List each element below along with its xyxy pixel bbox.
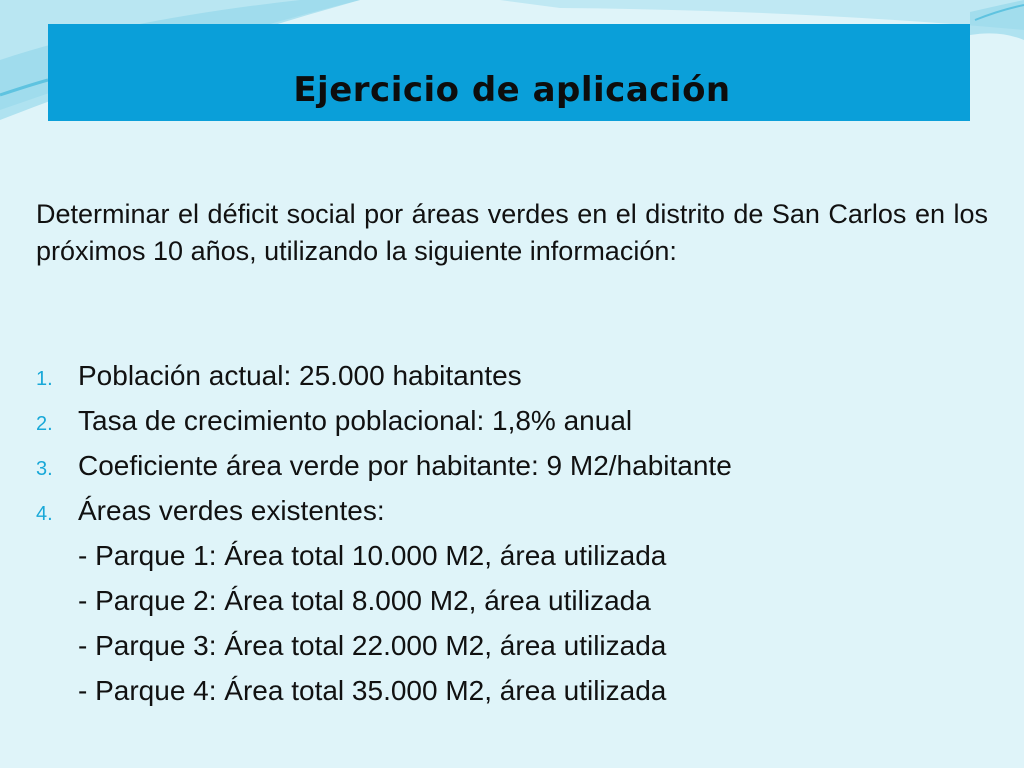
list-text: Tasa de crecimiento poblacional: 1,8% anual xyxy=(78,405,633,436)
list-item xyxy=(36,450,986,495)
list-number: 3. xyxy=(36,458,53,480)
list-item xyxy=(36,360,986,405)
park-line: - Parque 1: Área total 10.000 M2, área utilizada xyxy=(78,540,667,571)
slide-title: Ejercicio de aplicación xyxy=(293,70,731,110)
list-text: Áreas verdes existentes: xyxy=(78,495,385,526)
intro-paragraph: Determinar el déficit social por áreas verdes en el distrito de San Carlos en los próximos 10 años, utilizando la siguiente información: xyxy=(36,199,988,266)
list-item xyxy=(36,495,986,540)
park-line: - Parque 3: Área total 22.000 M2, área utilizada xyxy=(78,630,667,661)
list-item xyxy=(36,405,986,450)
park-line: - Parque 4: Área total 35.000 M2, área utilizada xyxy=(78,675,667,706)
park-line: - Parque 2: Área total 8.000 M2, área utilizada xyxy=(78,585,651,616)
info-list xyxy=(36,360,986,720)
list-text: Población actual: 25.000 habitantes xyxy=(78,360,522,391)
list-number: 2. xyxy=(36,413,53,435)
list-text: Coeficiente área verde por habitante: 9 M2/habitante xyxy=(78,450,732,481)
list-number: 4. xyxy=(36,503,53,525)
list-number: 1. xyxy=(36,368,53,390)
